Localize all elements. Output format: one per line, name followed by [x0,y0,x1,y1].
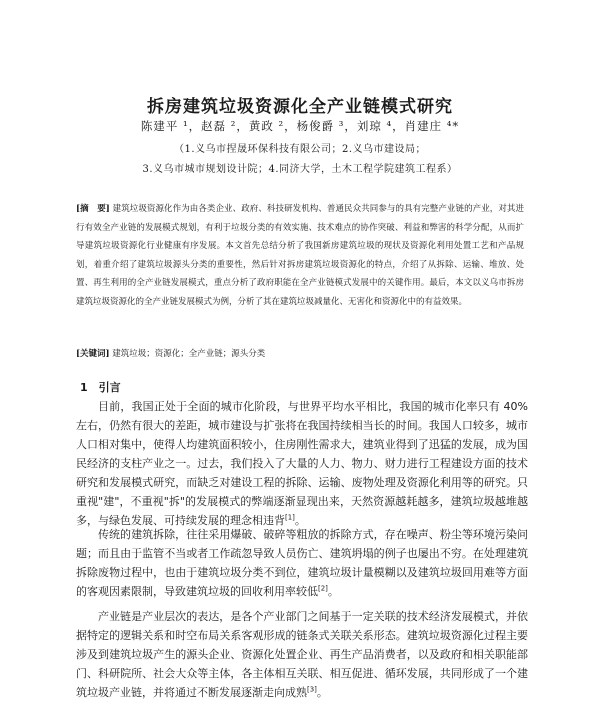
paragraph-text: 产业链是产业层次的表达，是各个产业部门之间基于一定关联的技术经济发展模式，并依据特定的逻辑关系和时空布局关系客观形成的链条式关联关系形态。建筑垃圾资源化过程主要涉及到建筑垃圾产生的源头企业、资源化处置企业、再生产品消费者，以及政府和相关职能部门、科研院所、社会大众等主体，各主体相互关联、相互促进、循环发展，共同形成了一个建筑垃圾产业链，并将通过不断发展逐渐走向成熟 [76,610,528,699]
section-heading: 1 引言 [80,381,121,394]
body-paragraph [76,397,528,530]
citation-ref: [1] [285,513,295,522]
keywords-text: 建筑垃圾；资源化；全产业链；源头分类 [112,349,266,359]
keywords [76,347,524,359]
affiliation-line-1: （1.义乌市捏晟环保科技有限公司；2.义乌市建设局； [173,144,427,155]
paper-title: 拆房建筑垃圾资源化全产业链模式研究 [147,97,453,117]
citation-ref: [3] [307,685,317,694]
affiliation-line-2: 3.义乌市城市规划设计院；4.同济大学，土木工程学院建筑工程系） [142,164,458,175]
keywords-label: [关键词] [76,349,110,359]
paragraph-text: 目前，我国正处于全面的城市化阶段，与世界平均水平相比，我国的城市化率只有 40%左右，仍然有很大的差距，城市建设与扩张将在我国持续相当长的时间。我国人口较多，城市人口相对集中，使得人均建筑面积较小，住房刚性需求大，建筑业得到了迅猛的发展，成为国民经济的支柱产业之一。过去，我们投入了大量的人力、物力、财力进行工程建设方面的技术研究和发展模式研究，而缺乏对建设工程的拆除、运输、废物处理及资源化利用等的研究。只重视"建"，不重视"拆"的发展模式的弊端逐渐显现出来，天然资源越耗越多，建筑垃圾越堆越多，与绿色发展、可持续发展的理念相违背 [76,400,528,527]
body-paragraph [76,607,528,702]
abstract-text: 建筑垃圾资源化作为由各类企业、政府、科技研发机构、普通民众共同参与的具有完整产业链的产业，对其进行有效全产业链的发展模式规划，有利于垃圾分类的有效实施、技术难点的协作突破、利益和弊害的科学分配，从而扩导建筑垃圾资源化行业健康有序发展。本文首先总结分析了我国新房建筑垃圾的现状及资源化利用处置工艺和产品规划，着重介绍了建筑垃圾源头分类的重要性，然后针对拆房建筑垃圾资源化的特点，介绍了从拆除、运输、堆放、处置、再生利用的全产业链发展模式，重点分析了政府职能在全产业链模式发展中的关键作用。最后，本文以义乌市拆房建筑垃圾资源化的全产业链发展模式为例，分析了其在建筑垃圾减量化、无害化和资源化中的有益效果。 [76,204,525,307]
body-paragraph [76,525,528,601]
abstract-label: [摘 要] [76,204,110,214]
abstract [76,200,524,311]
paragraph-end: 。 [316,686,328,699]
paragraph-text: 传统的建筑拆除，往往采用爆破、破碎等粗放的拆除方式，存在噪声、粉尘等环境污染问题；而且由于监管不当或者工作疏忽导致人员伤亡、建筑坍塌的例子也屡出不穷。在处理建筑拆除废物过程中，也由于建筑垃圾分类不到位，建筑垃圾计量模糊以及建筑垃圾回用难等方面的客观因素限制，导致建筑垃圾的回收利用率较低 [76,528,528,598]
paragraph-end: 。 [327,585,339,598]
citation-ref: [2] [318,584,328,593]
author-list: 陈建平 ¹，赵磊 ²，黄政 ²，杨俊爵 ³，刘琼 ⁴，肖建庄 ⁴* [140,119,460,133]
paragraph-end: 。 [294,514,306,527]
